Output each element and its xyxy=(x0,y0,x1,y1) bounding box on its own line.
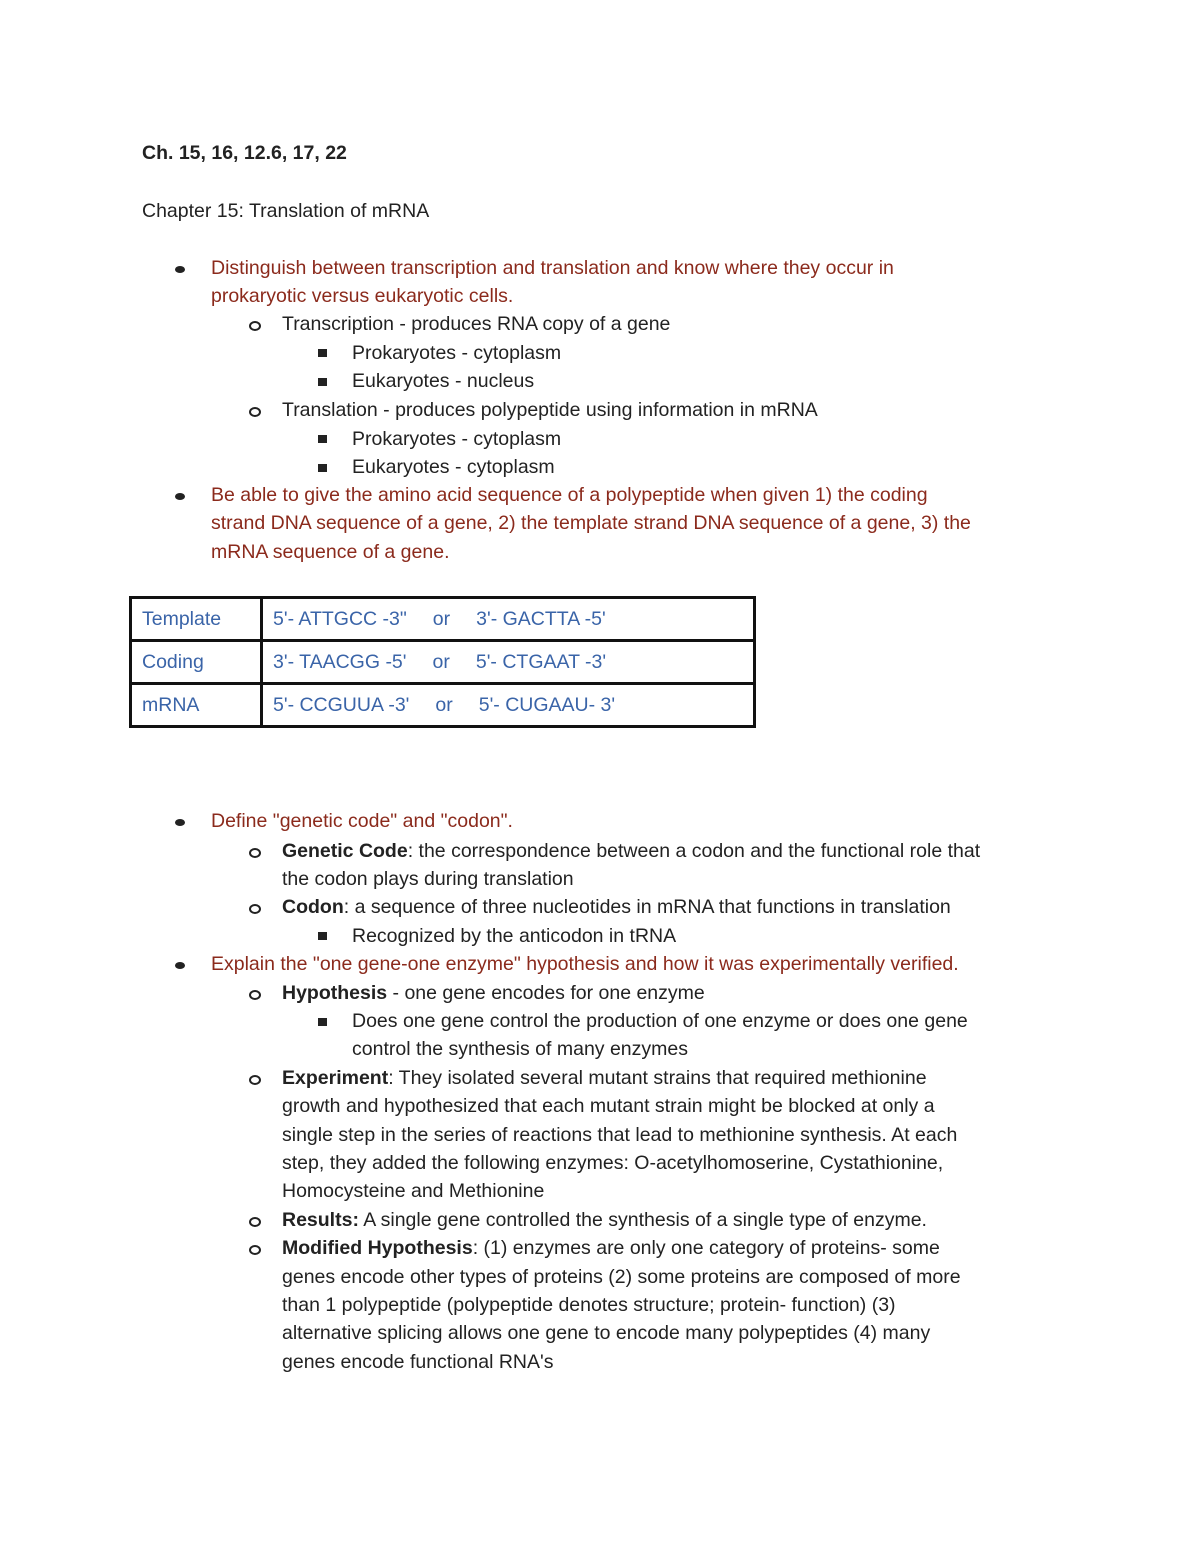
experiment-line4: step, they added the following enzymes: O-acetylhomoserine, Cystathionine, xyxy=(282,1152,944,1174)
objective-2-line3: mRNA sequence of a gene. xyxy=(211,541,450,563)
sequence-b: 5'- CTGAAT -3' xyxy=(475,650,607,673)
sequence-a: 5'- CCGUUA -3' xyxy=(273,693,410,716)
experiment-line2: growth and hypothesized that each mutant strain might be blocked at only a xyxy=(282,1095,935,1117)
bullet-circle-icon xyxy=(249,321,261,331)
objective-1-line2: prokaryotic versus eukaryotic cells. xyxy=(211,285,514,307)
row-label: mRNA xyxy=(131,684,262,727)
modified-hypothesis-line2: genes encode other types of proteins (2) some proteins are composed of more xyxy=(282,1266,961,1288)
bullet-square-icon xyxy=(318,435,327,443)
genetic-code-def-line1: Genetic Code: the correspondence between a codon and the functional role that xyxy=(282,840,981,862)
bullet-square-icon xyxy=(318,1018,327,1026)
bullet-disc-icon xyxy=(175,819,185,826)
bullet-square-icon xyxy=(318,349,327,357)
bullet-circle-icon xyxy=(249,848,261,858)
bullet-disc-icon xyxy=(175,493,185,500)
bullet-circle-icon xyxy=(249,1245,261,1255)
transcription-prokaryotes: Prokaryotes - cytoplasm xyxy=(352,342,562,364)
chapter-title: Chapter 15: Translation of mRNA xyxy=(142,200,430,222)
document-heading: Ch. 15, 16, 12.6, 17, 22 xyxy=(142,142,347,164)
modified-hypothesis-line3: than 1 polypeptide (polypeptide denotes structure; protein- function) (3) xyxy=(282,1294,896,1316)
bullet-disc-icon xyxy=(175,266,185,273)
bullet-square-icon xyxy=(318,464,327,472)
objective-1-line1: Distinguish between transcription and translation and know where they occur in xyxy=(211,257,894,279)
objective-3-line1: Define "genetic code" and "codon". xyxy=(211,810,513,832)
row-label: Coding xyxy=(131,641,262,684)
hypothesis-item: Hypothesis - one gene encodes for one enzyme xyxy=(282,982,705,1004)
or-text: or xyxy=(432,650,450,673)
table-row xyxy=(131,598,755,641)
objective-2-line1: Be able to give the amino acid sequence of a polypeptide when given 1) the coding xyxy=(211,484,928,506)
translation-prokaryotes: Prokaryotes - cytoplasm xyxy=(352,428,562,450)
bullet-circle-icon xyxy=(249,904,261,914)
transcription-eukaryotes: Eukaryotes - nucleus xyxy=(352,370,535,392)
codon-def: Codon: a sequence of three nucleotides in mRNA that functions in translation xyxy=(282,896,951,918)
genetic-code-def-line2: the codon plays during translation xyxy=(282,868,574,890)
bullet-disc-icon xyxy=(175,962,185,969)
row-sequences xyxy=(262,641,755,684)
modified-hypothesis-line1: Modified Hypothesis: (1) enzymes are only one category of proteins- some xyxy=(282,1237,940,1259)
objective-2-line2: strand DNA sequence of a gene, 2) the template strand DNA sequence of a gene, 3) the xyxy=(211,512,971,534)
bullet-square-icon xyxy=(318,932,327,940)
sequence-b: 5'- CUGAAU- 3' xyxy=(478,693,616,716)
sequence-a: 3'- TAACGG -5' xyxy=(273,650,407,673)
sequence-b: 3'- GACTTA -5' xyxy=(476,607,606,630)
hypothesis-sub-line1: Does one gene control the production of one enzyme or does one gene xyxy=(352,1010,968,1032)
modified-hypothesis-line5: genes encode functional RNA's xyxy=(282,1351,554,1373)
experiment-line1: Experiment: They isolated several mutant strains that required methionine xyxy=(282,1067,927,1089)
translation-item: Translation - produces polypeptide using information in mRNA xyxy=(282,399,818,421)
sequence-table xyxy=(129,596,756,728)
sequence-a: 5'- ATTGCC -3" xyxy=(273,607,407,630)
bullet-circle-icon xyxy=(249,407,261,417)
table-row xyxy=(131,641,755,684)
translation-eukaryotes: Eukaryotes - cytoplasm xyxy=(352,456,555,478)
objective-4-line1: Explain the "one gene-one enzyme" hypothesis and how it was experimentally verified. xyxy=(211,953,959,975)
modified-hypothesis-line4: alternative splicing allows one gene to encode many polypeptides (4) many xyxy=(282,1322,931,1344)
bullet-circle-icon xyxy=(249,1075,261,1085)
hypothesis-sub-line2: control the synthesis of many enzymes xyxy=(352,1038,688,1060)
results-item: Results: A single gene controlled the synthesis of a single type of enzyme. xyxy=(282,1209,927,1231)
bullet-circle-icon xyxy=(249,990,261,1000)
codon-sub: Recognized by the anticodon in tRNA xyxy=(352,925,677,947)
or-text: or xyxy=(435,693,453,716)
row-sequences xyxy=(262,598,755,641)
bullet-square-icon xyxy=(318,378,327,386)
bullet-circle-icon xyxy=(249,1217,261,1227)
experiment-line5: Homocysteine and Methionine xyxy=(282,1180,545,1202)
table-row xyxy=(131,684,755,727)
or-text: or xyxy=(432,607,451,630)
experiment-line3: single step in the series of reactions that lead to methionine synthesis. At each xyxy=(282,1124,958,1146)
row-sequences xyxy=(262,684,755,727)
transcription-item: Transcription - produces RNA copy of a gene xyxy=(282,313,671,335)
row-label: Template xyxy=(131,598,262,641)
